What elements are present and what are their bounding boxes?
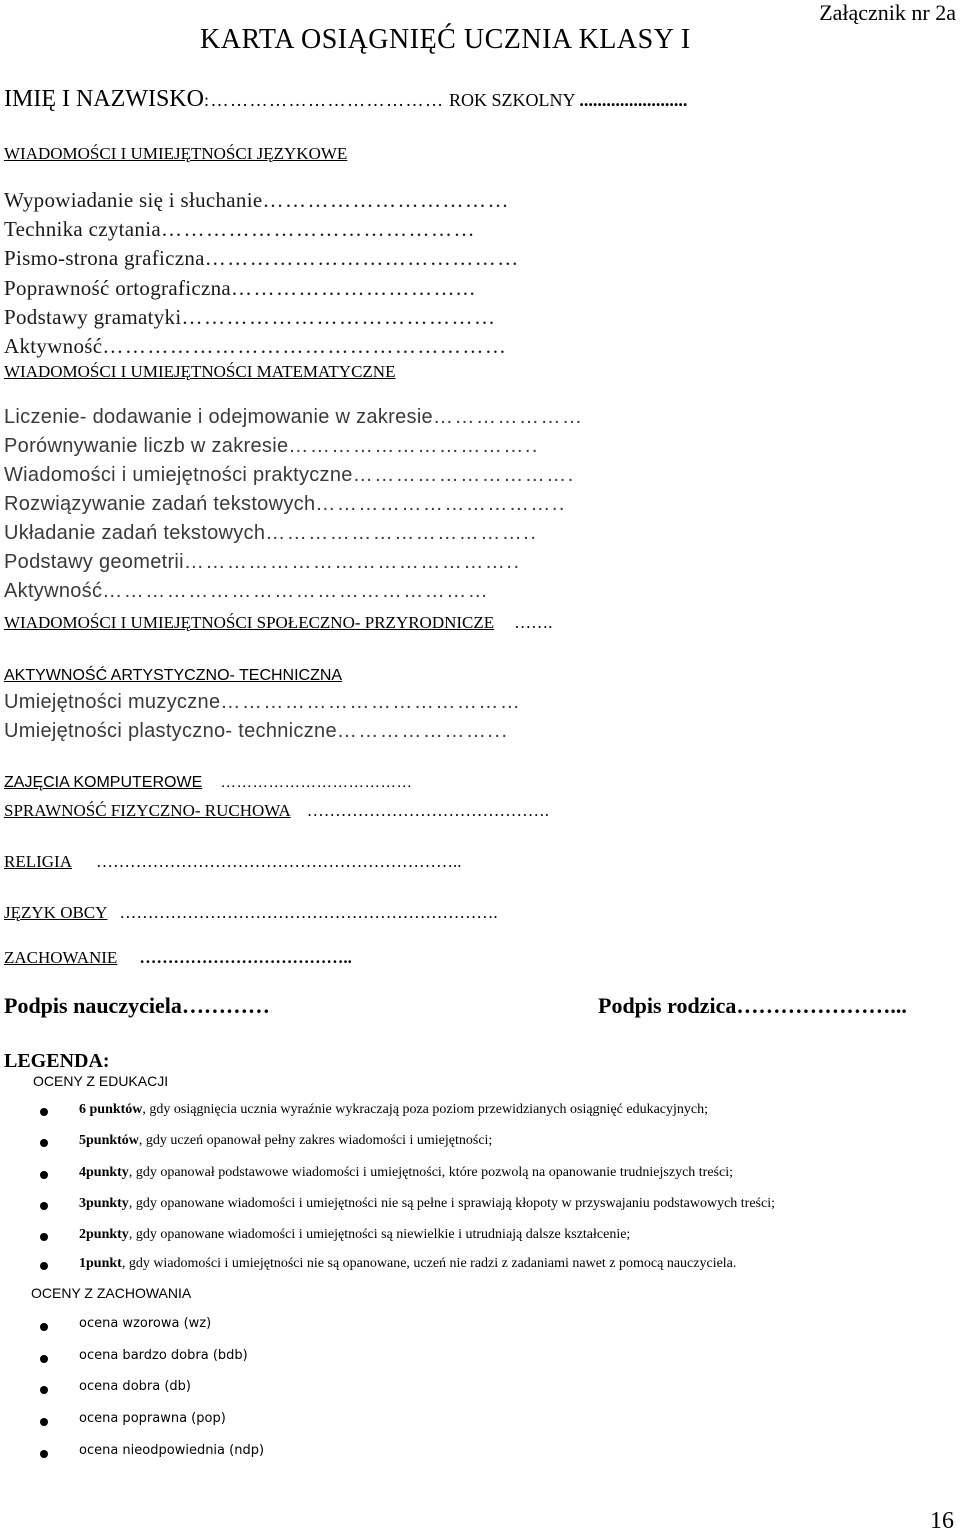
legend-title: LEGENDA: (4, 1050, 110, 1072)
name-row (4, 86, 687, 113)
lang-item: Pismo-strona graficzna…………………………………… (4, 246, 520, 270)
bullet-icon (40, 1233, 48, 1241)
behaviour-grade-item: ocena poprawna (pop) (79, 1411, 226, 1426)
name-label: IMIĘ I NAZWISKO (4, 86, 204, 112)
math-item: Podstawy geometrii……………………………………….. (4, 551, 521, 573)
legend-grade-item: 3punkty, gdy opanowane wiadomości i umiejętności nie są pełne i sprawiają kłopoty w przyswajaniu podstawowych treści; (79, 1196, 775, 1211)
lang-item: Technika czytania…………………………………… (4, 217, 476, 241)
section-computer-heading: ZAJĘCIA KOMPUTEROWE ……………………………… (4, 774, 413, 791)
bullet-icon (40, 1108, 48, 1116)
annex-label: Załącznik nr 2a (819, 0, 956, 25)
lang-item: Poprawność ortograficzna…………………………... (4, 276, 477, 300)
behaviour-grade-item: ocena dobra (db) (79, 1379, 191, 1394)
section-art-heading: AKTYWNOŚĆ ARTYSTYCZNO- TECHNICZNA (4, 667, 343, 684)
art-item: Umiejętności plastyczno- techniczne…………………... (4, 720, 509, 742)
bullet-icon (40, 1171, 48, 1179)
teacher-signature: Podpis nauczyciela………… (4, 993, 270, 1018)
name-dots: :……………………………… (203, 90, 445, 110)
behaviour-grade-item: ocena nieodpowiednia (ndp) (79, 1443, 265, 1458)
bullet-icon (40, 1262, 48, 1270)
math-item: Wiadomości i umiejętności praktyczne…………………………. (4, 464, 575, 486)
lang-item: Aktywność……………………………………………… (4, 334, 508, 358)
section-math-heading: WIADOMOŚCI I UMIEJĘTNOŚCI MATEMATYCZNE (4, 362, 396, 381)
bullet-icon (40, 1418, 48, 1426)
bullet-icon (40, 1355, 48, 1363)
art-item: Umiejętności muzyczne…………………………………… (4, 691, 522, 713)
legend-grade-item: 5punktów, gdy uczeń opanował pełny zakres wiadomości i umiejętności; (79, 1133, 493, 1148)
legend-grade-item: 4punkty, gdy opanował podstawowe wiadomości i umiejętności, które pozwolą na opanowanie trudniejszych treści; (79, 1165, 733, 1180)
section-social-heading: WIADOMOŚCI I UMIEJĘTNOŚCI SPOŁECZNO- PRZYRODNICZE ……. (4, 613, 553, 632)
bullet-icon (40, 1139, 48, 1147)
section-pe-heading: SPRAWNOŚĆ FIZYCZNO- RUCHOWA ……………………………………. (4, 801, 549, 820)
lang-item: Wypowiadanie się i słuchanie…………………………… (4, 188, 510, 212)
legend-behaviour-heading: OCENY Z ZACHOWANIA (31, 1285, 192, 1301)
math-item: Rozwiązywanie zadań tekstowych…………………………….. (4, 493, 566, 515)
section-religion-heading: RELIGIA ……………………………………………………….. (4, 852, 462, 871)
school-year-dots: ........................ (579, 90, 688, 110)
page-title: KARTA OSIĄGNIĘĆ UCZNIA KLASY I (200, 24, 691, 55)
bullet-icon (40, 1450, 48, 1458)
section-foreign-language-heading: JĘZYK OBCY …………………………………………………………. (4, 903, 498, 922)
behaviour-grade-item: ocena wzorowa (wz) (79, 1316, 212, 1331)
bullet-icon (40, 1202, 48, 1210)
school-year-label: ROK SZKOLNY (444, 90, 580, 110)
parent-signature: Podpis rodzica…………………... (598, 993, 907, 1018)
legend-grade-item: 2punkty, gdy opanowane wiadomości i umiejętności są niewielkie i utrudniają dalsze kształcenie; (79, 1227, 631, 1242)
math-item: Porównywanie liczb w zakresie…………………………….. (4, 435, 539, 457)
lang-item: Podstawy gramatyki…………………………………… (4, 305, 497, 329)
bullet-icon (40, 1323, 48, 1331)
legend-grade-item: 1punkt, gdy wiadomości i umiejętności nie są opanowane, uczeń nie radzi z zadaniami nawet z pomocą nauczyciela. (79, 1256, 737, 1271)
bullet-icon (40, 1386, 48, 1394)
math-item: Liczenie- dodawanie i odejmowanie w zakresie………………… (4, 406, 584, 428)
legend-grade-item: 6 punktów, gdy osiągnięcia ucznia wyraźnie wykraczają poza poziom przewidzianych osiągnięć edukacyjnych; (79, 1102, 709, 1117)
behaviour-grade-item: ocena bardzo dobra (bdb) (79, 1348, 248, 1363)
section-language-heading: WIADOMOŚCI I UMIEJĘTNOŚCI JĘZYKOWE (4, 144, 348, 163)
math-item: Układanie zadań tekstowych……………………………….. (4, 522, 538, 544)
section-behaviour-heading: ZACHOWANIE ……………………………….. (4, 948, 352, 967)
page-number: 16 (930, 1508, 954, 1534)
legend-edu-heading: OCENY Z EDUKACJI (33, 1073, 169, 1089)
math-item: Aktywność……………………………………………… (4, 580, 490, 602)
